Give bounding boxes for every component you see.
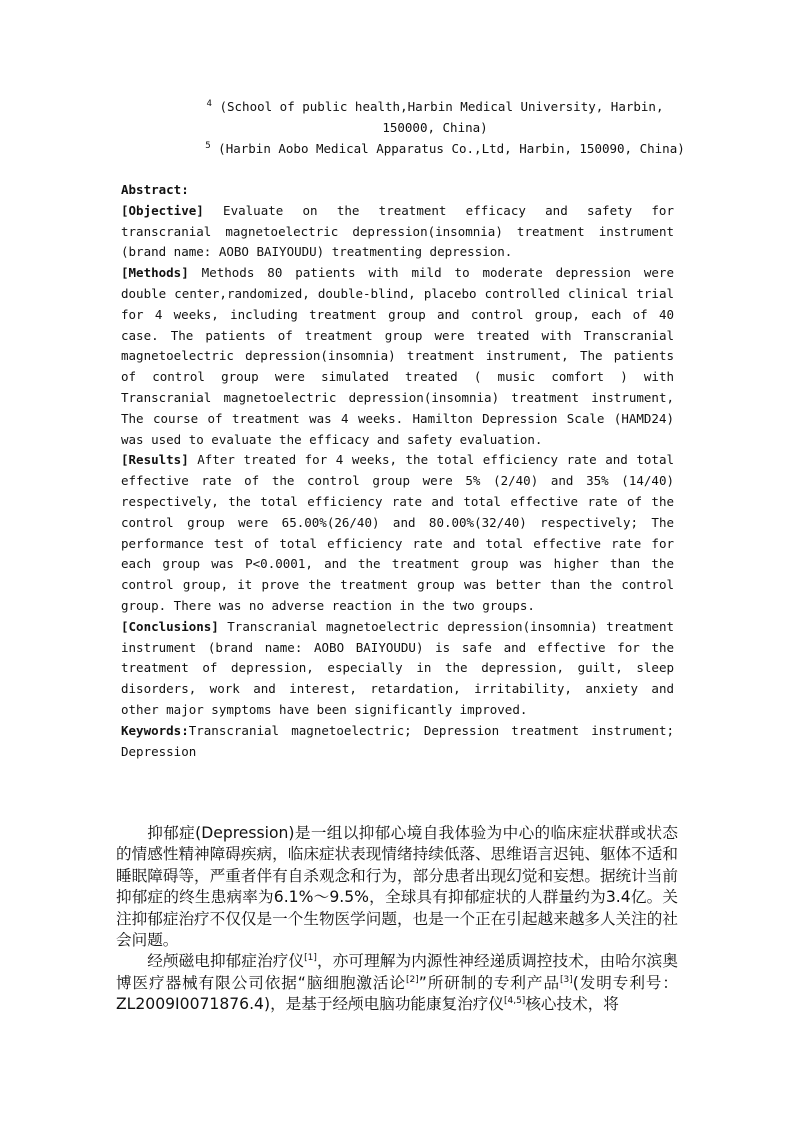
affiliation-4-marker: 4	[206, 98, 212, 109]
methods-text: Methods 80 patients with mild to moderate depression were double center,randomized, double-blind, placebo controlled clinical trial for 4 weeks, including treatment group and control group, each of 40 case. The patients of treatment group were treated with Transcranial magnetoelectric depression(insomnia) treatment instrument, The patients of control group were simulated treated ( music comfort ) with Transcranial magnetoelectric depression(insomnia) treatment instrument, The course of treatment was 4 weeks. Hamilton Depression Scale (HAMD24) was used to evaluate the efficacy and safety evaluation.	[121, 265, 674, 447]
body-paragraph-2	[116, 951, 678, 1015]
abstract-keywords	[121, 721, 674, 763]
results-label: [Results]	[121, 452, 189, 468]
conclusions-label: [Conclusions]	[121, 618, 219, 634]
citation-1: [1]	[304, 953, 317, 964]
body-text	[116, 823, 678, 1016]
p2-text-1: 经颅磁电抑郁症治疗仪	[147, 952, 305, 971]
abstract-results	[121, 450, 674, 616]
affiliation-4	[190, 97, 680, 139]
body-paragraph-1: 抑郁症(Depression)是一组以抑郁心境自我体验为中心的临床症状群或状态的情感性精神障碍疾病，临床症状表现情绪持续低落、思维语言迟钝、躯体不适和睡眠障碍等，严重者伴有自杀观念和行为，部分患者出现幻觉和妄想。据统计当前抑郁症的终生患病率为6.1%～9.5%，全球具有抑郁症状的人群量约为3.4亿。关注抑郁症治疗不仅仅是一个生物医学问题，也是一个正在引起越来越多人关注的社会问题。	[116, 824, 678, 950]
affiliation-5-text: (Harbin Aobo Medical Apparatus Co.,Ltd, Harbin, 150090, China)	[218, 141, 685, 156]
p2-text-5: 核心技术，将	[525, 995, 619, 1014]
affiliation-5	[200, 139, 690, 160]
keywords-text: Transcranial magnetoelectric; Depression treatment instrument; Depression	[121, 722, 674, 759]
abstract-conclusions	[121, 617, 674, 721]
objective-text: Evaluate on the treatment efficacy and safety for transcranial magnetoelectric depression(insomnia) treatment instrument (brand name: AOBO BAIYOUDU) treatmenting depression.	[121, 202, 674, 260]
p2-text-4: (发明专利号：ZL2009I0071876.4)，是基于经颅电脑功能康复治疗仪	[116, 973, 678, 1014]
abstract	[121, 180, 674, 762]
affiliation-4-text: (School of public health,Harbin Medical University, Harbin, 150000, China)	[219, 99, 664, 135]
abstract-heading-label: Abstract:	[121, 182, 189, 197]
abstract-methods	[121, 263, 674, 450]
citation-4-5: [4,5]	[503, 996, 526, 1007]
keywords-label: Keywords:	[121, 722, 189, 738]
conclusions-text: Transcranial magnetoelectric depression(insomnia) treatment instrument (brand name: AOBO BAIYOUDU) is safe and effective for the treatment of depression, especially in the depression, guilt, sleep disorders, work and interest, retardation, irritability, anxiety and other major symptoms have been significantly improved.	[121, 618, 674, 717]
objective-label: [Objective]	[121, 202, 204, 218]
citation-2: [2]	[405, 974, 419, 985]
p2-text-2: ，亦可理解为内源性神经递质调控技术，由哈尔滨奥博医疗器械有限公司依据“脑细胞激活论	[116, 952, 678, 992]
affiliation-5-marker: 5	[205, 140, 211, 151]
abstract-heading	[121, 180, 674, 201]
abstract-objective	[121, 201, 674, 263]
p2-text-3: ”所研制的专利产品	[418, 973, 560, 992]
methods-label: [Methods]	[121, 265, 189, 281]
results-text: After treated for 4 weeks, the total efficiency rate and total effective rate of the control group were 5% (2/40) and 35% (14/40) respectively, the total efficiency rate and total effective rate of the control group were 65.00%(26/40) and 80.00%(32/40) respectively; The performance test of total efficiency rate and total effective rate for each group was P<0.0001, and the treatment group was higher than the control group, it prove the treatment group was better than the control group. There was no adverse reaction in the two groups.	[121, 452, 674, 613]
citation-3: [3]	[559, 974, 573, 985]
